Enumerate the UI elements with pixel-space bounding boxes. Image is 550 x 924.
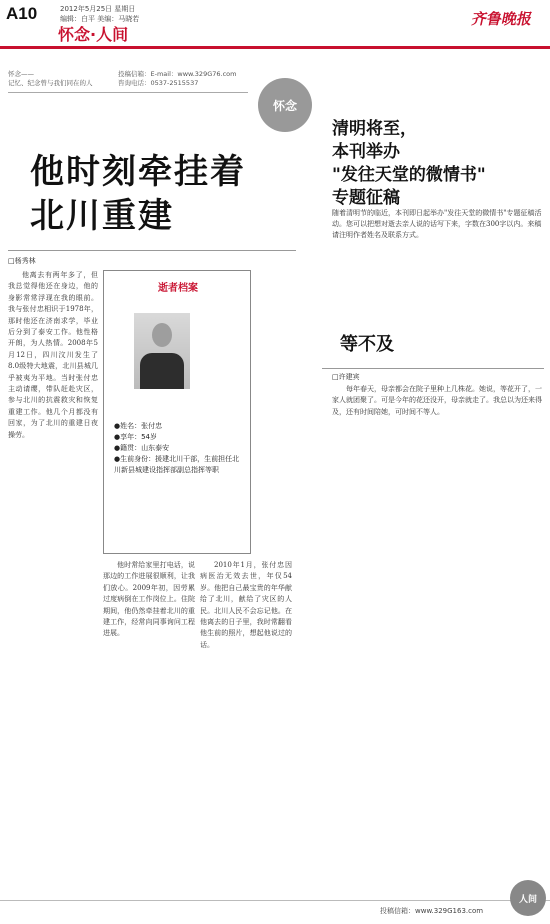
profile-name: ●姓名：张付忠 (114, 422, 163, 430)
essay-divider (322, 368, 544, 369)
article-column-3: 2010年1月，张付忠因病医治无效去世，年仅54岁。他把自己最宝贵的年华献给了北川，献给了灾区的人民。北川人民不会忘记他。在他离去的日子里，我时常翻看他生前的照片，想起他说过的话。 (200, 561, 292, 649)
notice-body: 随着清明节的临近，本刊即日起举办"发往天堂的微情书"专题征稿活动。您可以把想对逝去亲人说的话写下来，字数在300字以内。来稿请注明作者姓名及联系方式。 (332, 209, 542, 239)
portrait-head (152, 323, 172, 347)
profile-bio: ●生前身份：援建北川干部，生前担任北川新县城建设指挥部副总指挥等职 (114, 455, 240, 474)
profile-title: 逝者档案 (158, 283, 198, 294)
notice-title-line2: 本刊举办 (332, 142, 400, 162)
footer-badge: 人间 (510, 880, 546, 916)
section-title: 怀念·人间 (58, 25, 129, 44)
info-divider (8, 92, 248, 93)
masthead-rule (0, 46, 550, 49)
profile-details (114, 421, 246, 476)
headline-line2: 北川重建 (30, 196, 174, 236)
editor-credit: 编辑：白平 美编：马晓若 (60, 15, 140, 23)
profile-birthplace: ●籍贯：山东泰安 (114, 444, 170, 452)
notice-title-line4: 专题征稿 (332, 188, 400, 208)
article-byline: □杨秀林 (8, 257, 36, 265)
contact-phone: 咨询电话：0537-2515537 (118, 79, 199, 87)
essay-title: 等不及 (340, 334, 394, 355)
contact-email: 投稿信箱：E-mail：www.329G76.com (118, 70, 237, 78)
notice-title-line1: 清明将至， (332, 119, 417, 139)
essay-byline: □许建宾 (332, 373, 360, 381)
page-number: A10 (6, 4, 38, 23)
notice-headline (332, 118, 542, 210)
publish-date: 2012年5月25日 星期日 (60, 5, 136, 13)
headline-line1: 他时刻牵挂着 (30, 152, 246, 192)
footer-contact: 投稿信箱：www.329G163.com (380, 907, 484, 915)
profile-box (103, 270, 251, 554)
column-info-line2: 记忆、纪念曾与我们同在的人 (8, 79, 93, 87)
headline-divider (8, 250, 296, 251)
portrait-body (140, 353, 184, 389)
newspaper-logo: 齐鲁晚报 (469, 10, 534, 28)
column-contact (118, 70, 258, 88)
section-badge: 怀念 (258, 78, 312, 132)
footer-divider (0, 900, 550, 901)
article-column-2: 他时常给家里打电话，说那边的工作进展很顺利，让我们放心。2009年初，因劳累过度病倒在工作岗位上。住院期间，他仍然牵挂着北川的重建工作，经常向同事询问工程进展。 (103, 561, 195, 638)
portrait-photo (134, 313, 190, 389)
article-column-1: 他离去有两年多了，但我总觉得他还在身边，他的身影常常浮现在我的眼前。我与张付忠相识于1978年，那时他还在济南求学，毕业后分到了泰安工作。他性格开朗，为人热情。2008年5月12日，四川汶川发生了8.0级特大地震，北川县城几乎被夷为平地。当时张付忠主动请缨，带队赶赴灾区，参与北川的抗震救灾和恢复重建工作。他几个月都没有回家，为了北川的重建日夜操劳。 (8, 271, 98, 439)
notice-title-line3: "发往天堂的微情书" (332, 165, 486, 185)
date-line (60, 4, 210, 24)
essay-body: 每年春天，母亲都会在院子里种上几株花。她说，等花开了，一家人就团聚了。可是今年的花还没开，母亲就走了。我总以为还来得及，还有时间陪她，可时间不等人。 (332, 385, 542, 416)
main-headline (30, 150, 270, 238)
column-info-line1: 怀念—— (8, 70, 34, 78)
masthead (0, 0, 550, 46)
profile-age: ●享年：54岁 (114, 433, 158, 441)
